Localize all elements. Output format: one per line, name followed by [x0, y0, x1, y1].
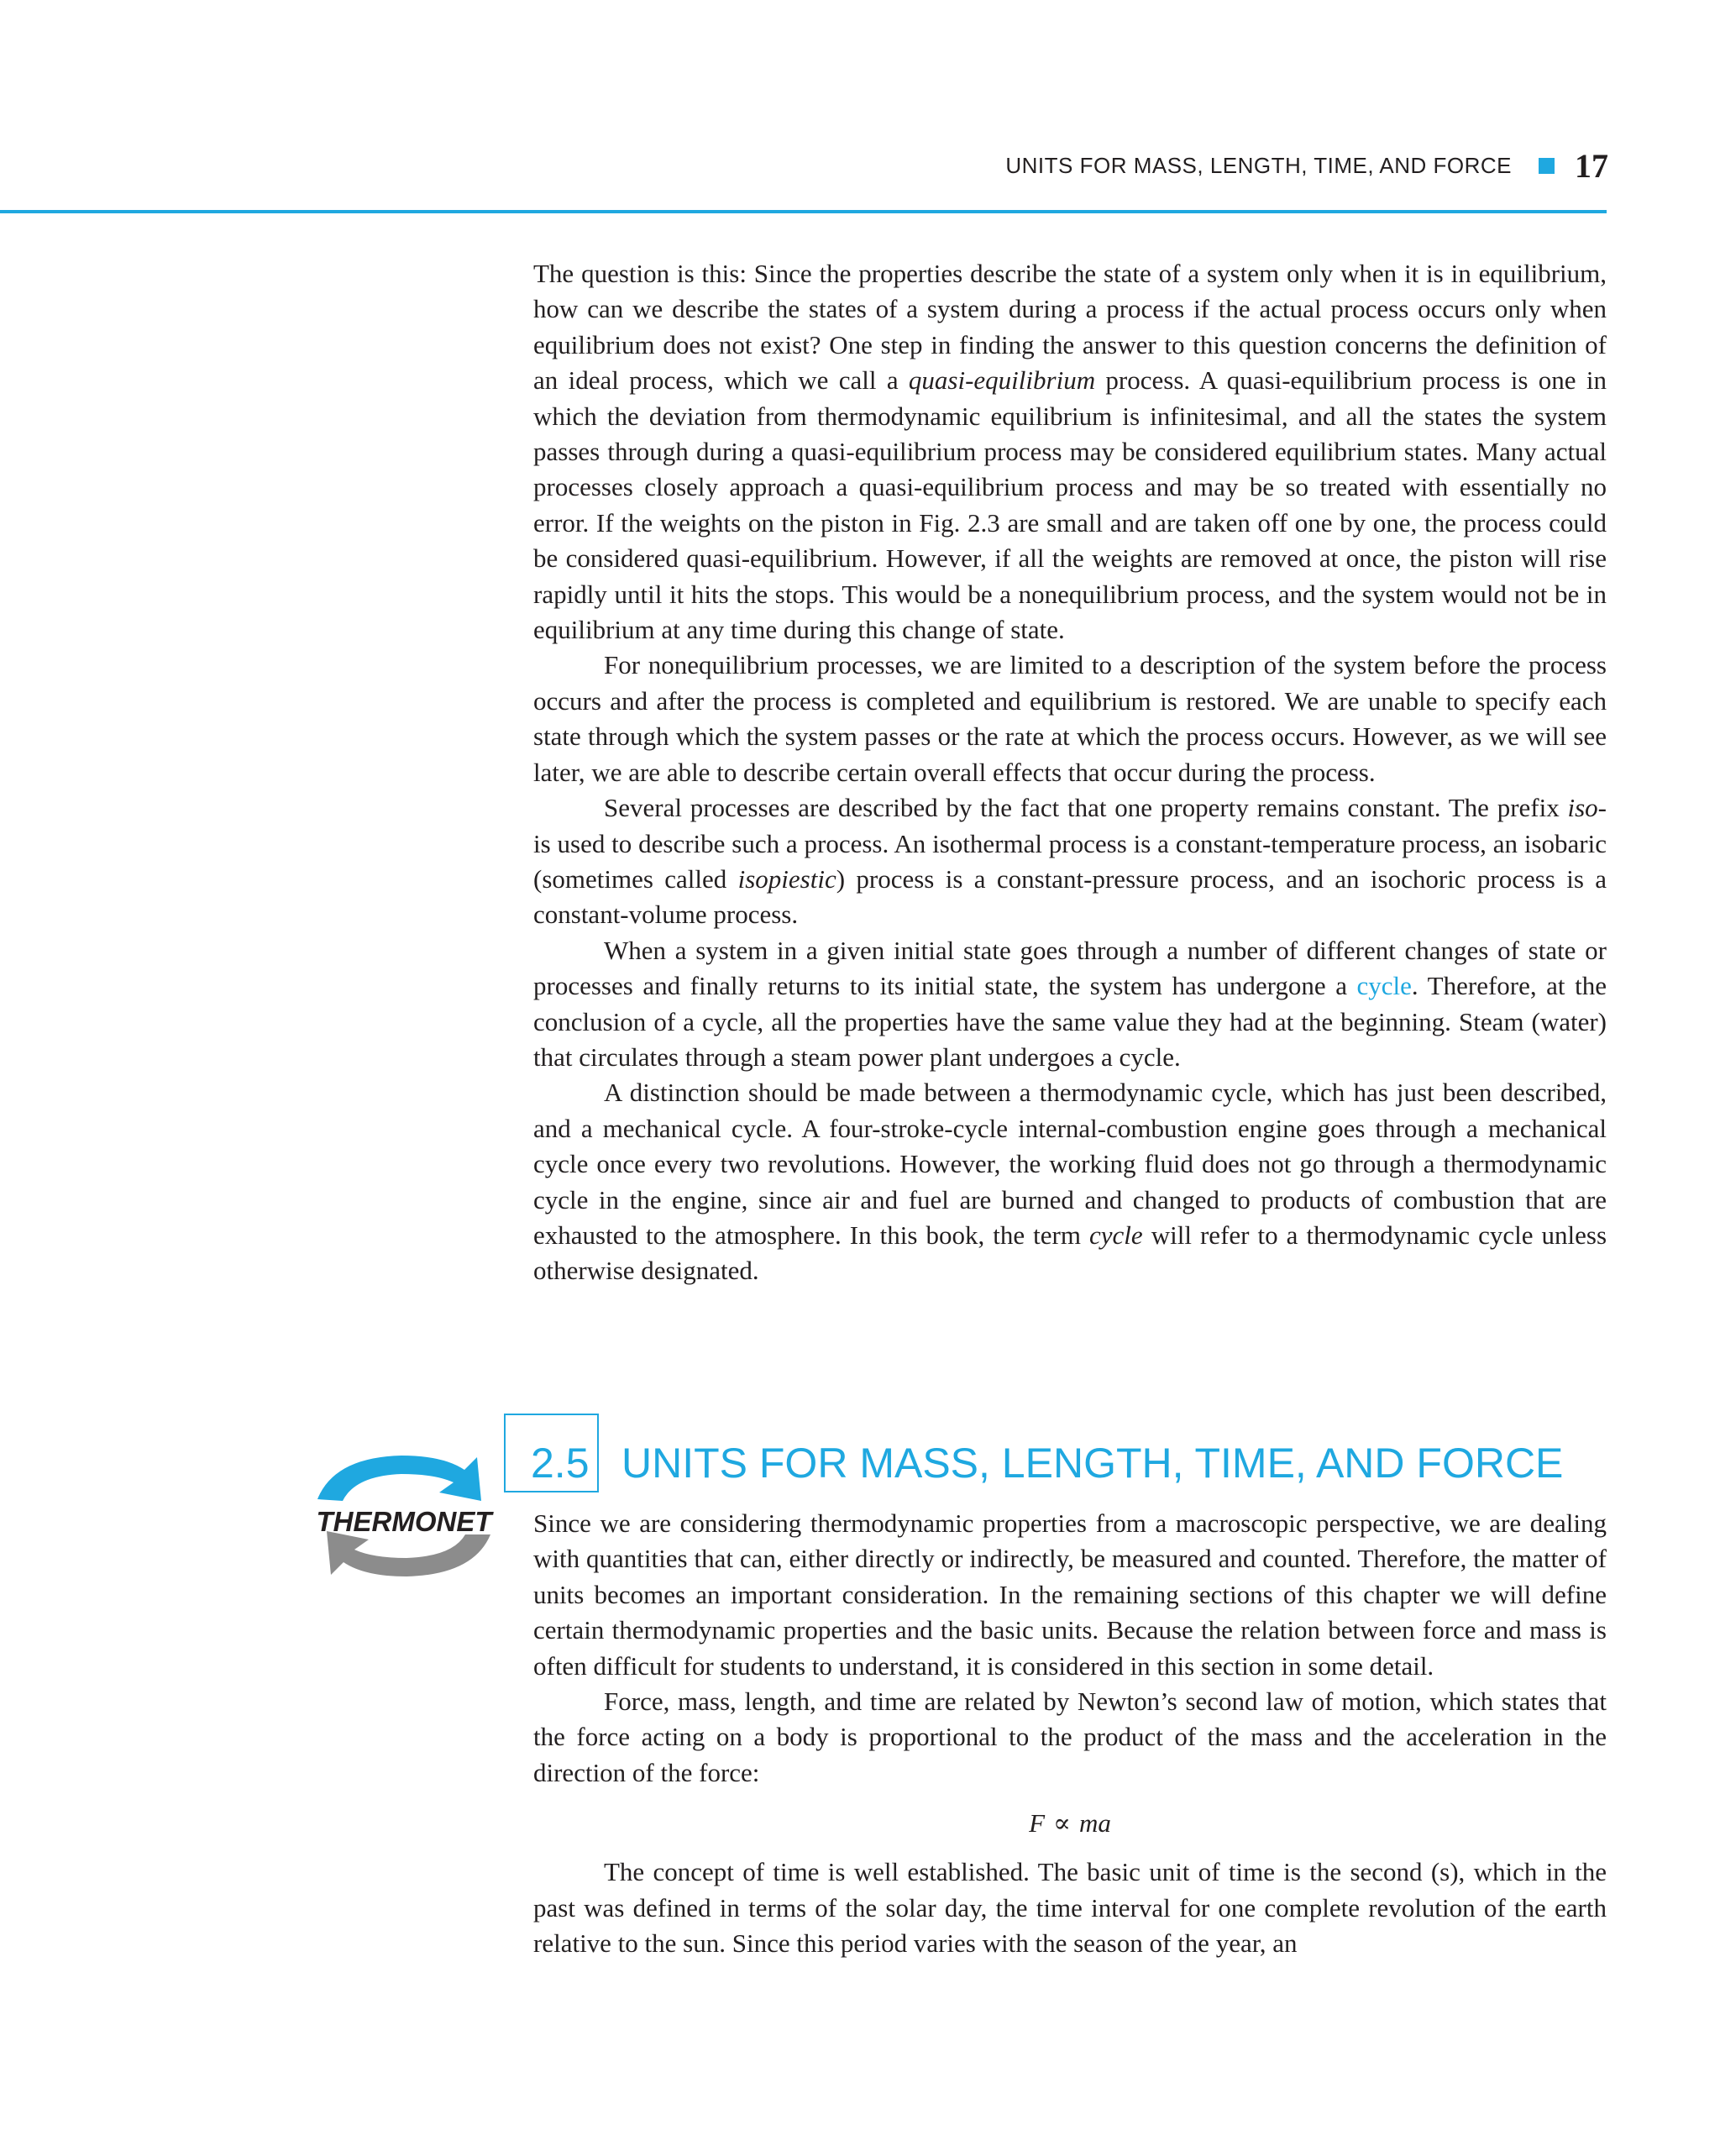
cycle-link[interactable]: cycle [1356, 971, 1412, 1001]
thermonet-logo [309, 1440, 499, 1588]
paragraph-quasi-equilibrium: The question is this: Since the properties describe the state of a system only when it is in equilibrium, how can we describe the states of a system during a process if the actual process occurs only when equilibrium does not exist? One step in finding the answer to this question concerns the definition of an ideal process, which we call a quasi-equilibrium process. A quasi-equilibrium process is one in which the deviation from thermodynamic equilibrium is infinitesimal, and all the states the system passes through during a quasi-equilibrium process may be considered equilibrium states. Many actual processes closely approach a quasi-equilibrium process and may be so treated with essentially no error. If the weights on the piston in Fig. 2.3 are small and are taken off one by one, the process could be considered quasi-equilibrium. However, if all the weights are removed at once, the piston will rise rapidly until it hits the stops. This would be a nonequilibrium process, and the system would not be in equilibrium at any time during this change of state. [533, 259, 1607, 645]
logo-text: THERMONET [316, 1506, 492, 1537]
header-rule [0, 210, 1607, 213]
paragraph-cycle: When a system in a given initial state goes through a number of different changes of state or processes and finally returns to its initial state, the system has undergone a cycle. Therefore, at the conclusion of a cycle, all the properties have the same value they had at the beginning. Steam (water) that circulates through a steam power plant undergoes a cycle. [533, 935, 1607, 1072]
paragraph-units-intro: Since we are considering thermodynamic properties from a macroscopic perspective, we are dealing with quantities that can, either directly or indirectly, be measured and counted. Therefore, the matter of units becomes an important consideration. In the remaining sections of this chapter we will define certain thermodynamic properties and the basic units. Because the relation between force and mass is often difficult for students to understand, it is considered in this section in some detail. [533, 1508, 1607, 1681]
section-number: 2.5 [531, 1440, 590, 1487]
body-text-bottom [533, 1506, 1607, 1961]
equation-rhs: ma [1079, 1808, 1111, 1839]
paragraph-newton-law: Force, mass, length, and time are related by Newton’s second law of motion, which states that the force acting on a body is proportional to the product of the mass and the acceleration in the direction of the force: [533, 1687, 1607, 1787]
paragraph-time-unit: The concept of time is well established. The basic unit of time is the second (s), which in the past was defined in terms of the solar day, the time interval for one complete revolution of the earth relative to the sun. Since this period varies with the season of the year, an [533, 1857, 1607, 1959]
running-title: UNITS FOR MASS, LENGTH, TIME, AND FORCE [1005, 153, 1512, 178]
header-square-icon [1539, 158, 1555, 174]
logo-blue-arrow [317, 1456, 481, 1501]
body-text-top [533, 256, 1607, 1289]
page-number: 17 [1575, 147, 1608, 185]
running-head [1005, 146, 1608, 186]
section-title: UNITS FOR MASS, LENGTH, TIME, AND FORCE [621, 1440, 1564, 1487]
proportional-symbol: ∝ [1053, 1808, 1072, 1839]
paragraph-iso-processes: Several processes are described by the fact that one property remains constant. The prefix iso- is used to describe such a process. An isothermal process is a constant-temperature process, an isobaric (sometimes called isopiestic) process is a constant-pressure process, and an isochoric process is a constant-volume process. [533, 793, 1607, 930]
equation-force-proportional [533, 1806, 1607, 1841]
equation-lhs: F [1029, 1808, 1046, 1839]
paragraph-mechanical-cycle: A distinction should be made between a thermodynamic cycle, which has just been described, and a mechanical cycle. A four-stroke-cycle internal-combustion engine goes through a mechanical cycle once every two revolutions. However, the working fluid does not go through a thermodynamic cycle in the engine, since air and fuel are burned and changed to products of combustion that are exhausted to the atmosphere. In this book, the term cycle will refer to a thermodynamic cycle unless otherwise designated. [533, 1078, 1607, 1286]
section-heading [531, 1438, 1563, 1488]
logo-gray-arrow [327, 1531, 490, 1576]
paragraph-nonequilibrium: For nonequilibrium processes, we are limited to a description of the system before the process occurs and after the process is completed and equilibrium is restored. We are unable to specify each state through which the system passes or the rate at which the process occurs. However, as we will see later, we are able to describe certain overall effects that occur during the process. [533, 650, 1607, 787]
